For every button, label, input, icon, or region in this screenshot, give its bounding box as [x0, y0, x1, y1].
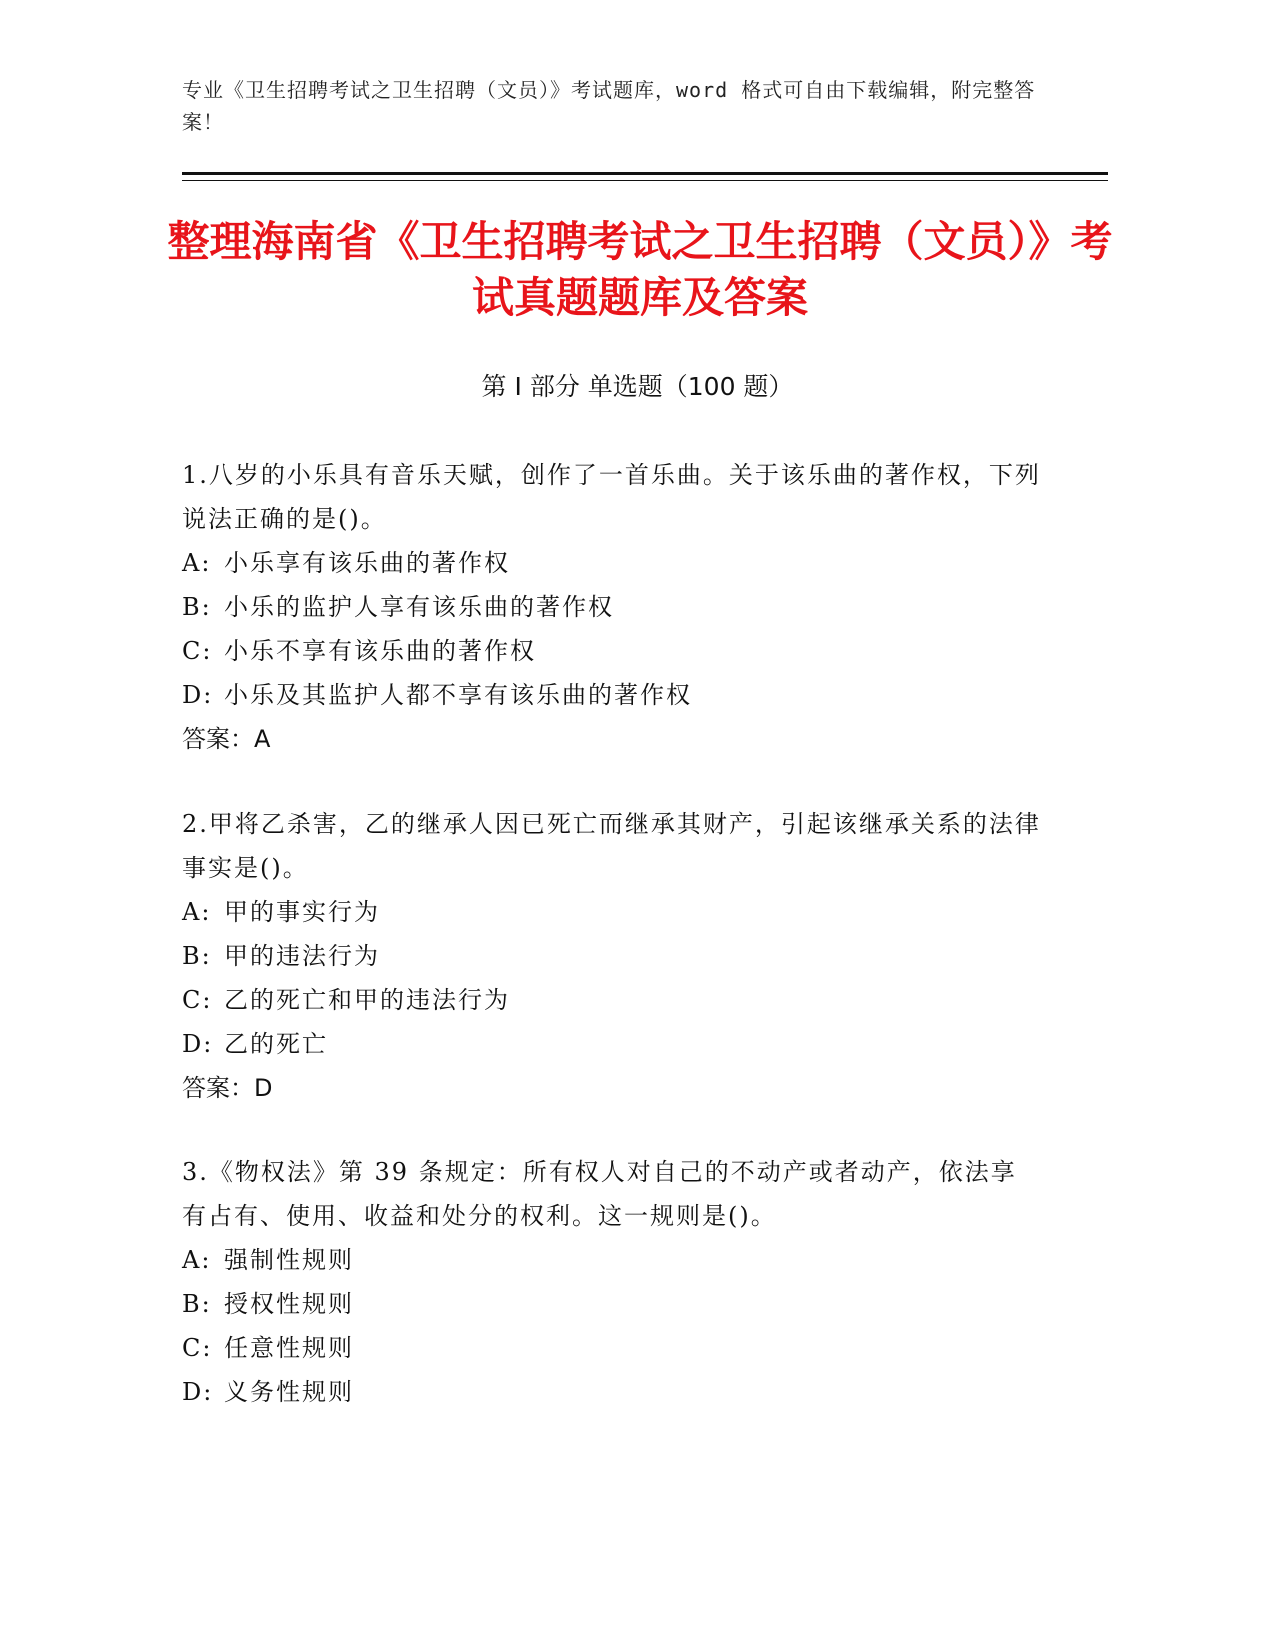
option-text: 乙的死亡和甲的违法行为 [224, 986, 510, 1014]
option-key: B: [182, 942, 212, 970]
option-a [182, 1238, 1042, 1282]
option-key: B: [182, 1290, 212, 1318]
option-key: C: [182, 986, 213, 1014]
option-a [182, 541, 1042, 585]
option-text: 乙的死亡 [224, 1030, 328, 1058]
question-2 [182, 802, 1042, 1110]
question-stem: 1.八岁的小乐具有音乐天赋，创作了一首乐曲。关于该乐曲的著作权，下列说法正确的是()。 [182, 461, 1041, 533]
option-c [182, 1326, 1042, 1370]
header-divider-thin [182, 180, 1108, 181]
header-divider-thick [182, 172, 1108, 175]
option-d [182, 1022, 1042, 1066]
option-text: 小乐不享有该乐曲的著作权 [224, 637, 536, 665]
document-title: 整理海南省《卫生招聘考试之卫生招聘（文员）》考试真题题库及答案 [167, 217, 1113, 322]
option-key: A: [182, 549, 212, 577]
option-text: 小乐及其监护人都不享有该乐曲的著作权 [224, 681, 692, 709]
option-text: 甲的事实行为 [224, 898, 380, 926]
option-b [182, 1282, 1042, 1326]
option-b [182, 585, 1042, 629]
option-key: C: [182, 1334, 213, 1362]
option-text: 义务性规则 [224, 1378, 354, 1406]
option-text: 小乐的监护人享有该乐曲的著作权 [224, 593, 614, 621]
option-key: A: [182, 1246, 212, 1274]
question-1 [182, 453, 1042, 761]
option-text: 强制性规则 [224, 1246, 354, 1274]
section-title: 第 I 部分 单选题（100 题） [481, 372, 794, 401]
option-key: A: [182, 898, 212, 926]
option-key: D: [182, 681, 214, 709]
option-key: C: [182, 637, 213, 665]
option-text: 授权性规则 [224, 1290, 354, 1318]
option-a [182, 890, 1042, 934]
option-text: 任意性规则 [224, 1334, 354, 1362]
question-3 [182, 1150, 1042, 1414]
option-text: 甲的违法行为 [224, 942, 380, 970]
option-c [182, 629, 1042, 673]
option-b [182, 934, 1042, 978]
answer-line: 答案：D [182, 1074, 273, 1102]
option-text: 小乐享有该乐曲的著作权 [224, 549, 510, 577]
answer-line: 答案：A [182, 725, 271, 753]
option-key: B: [182, 593, 212, 621]
option-key: D: [182, 1030, 214, 1058]
question-stem: 3.《物权法》第 39 条规定：所有权人对自己的不动产或者动产，依法享有占有、使用、收益和处分的权利。这一规则是()。 [182, 1158, 1017, 1230]
question-stem: 2.甲将乙杀害，乙的继承人因已死亡而继承其财产，引起该继承关系的法律事实是()。 [182, 810, 1041, 882]
option-c [182, 978, 1042, 1022]
header-note: 专业《卫生招聘考试之卫生招聘（文员）》考试题库，word 格式可自由下载编辑，附完整答案！ [182, 78, 1036, 134]
option-d [182, 673, 1042, 717]
option-d [182, 1370, 1042, 1414]
option-key: D: [182, 1378, 214, 1406]
